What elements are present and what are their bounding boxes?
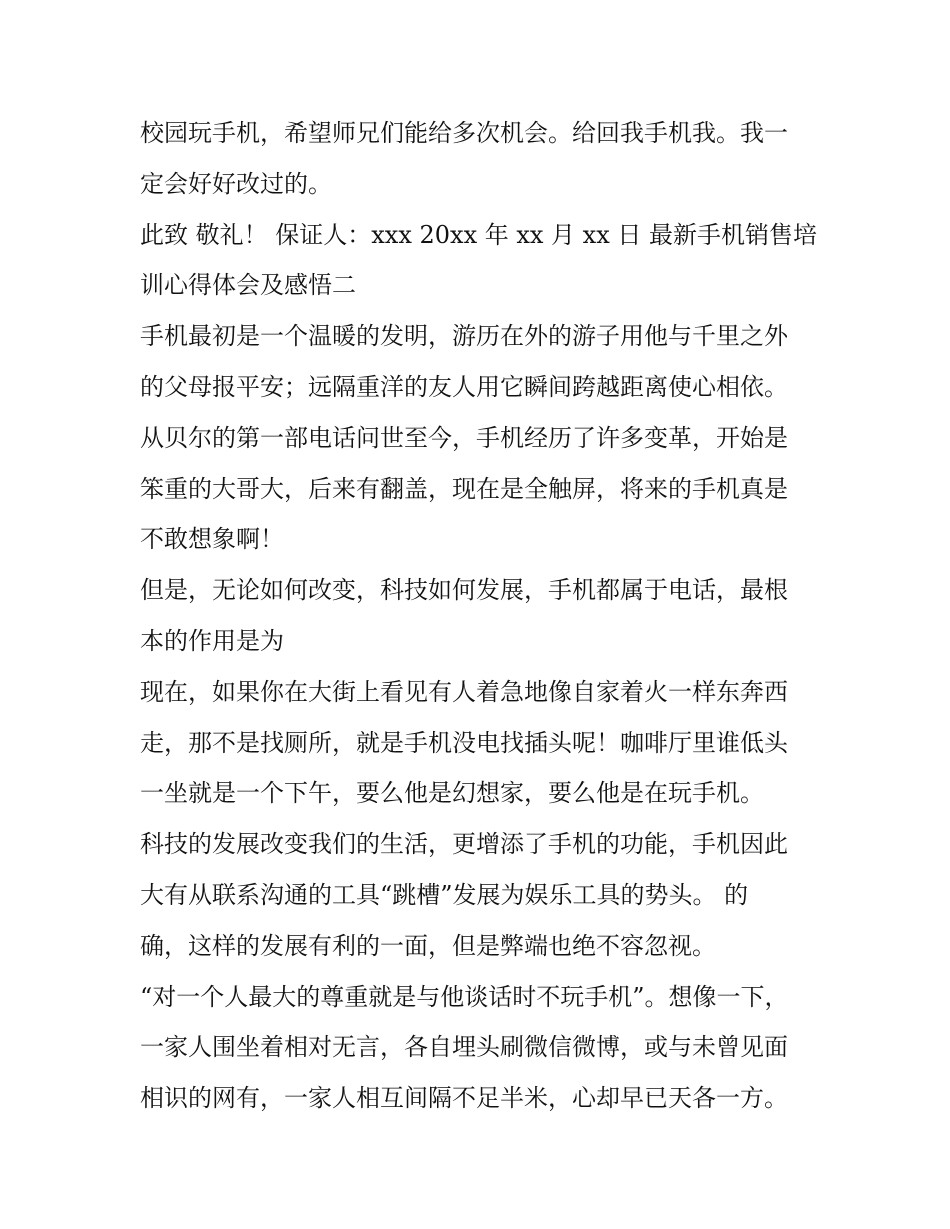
text-line: 从贝尔的第一部电话问世至今，手机经历了许多变革，开始是	[140, 423, 788, 452]
text-line: 手机最初是一个温暖的发明，游历在外的游子用他与千里之外	[140, 322, 788, 351]
text-line: 科技的发展改变我们的生活，更增添了手机的功能，手机因此	[140, 830, 788, 859]
text-line: 一家人围坐着相对无言，各自埋头刷微信微博，或与未曾见面	[140, 1033, 788, 1062]
text-line: 定会好好改过的。	[140, 169, 332, 198]
text-line: 走，那不是找厕所，就是手机没电找插头呢！咖啡厅里谁低头	[140, 728, 788, 757]
text-line: 现在，如果你在大街上看见有人着急地像自家着火一样东奔西	[140, 677, 788, 706]
text-line: 但是，无论如何改变，科技如何发展，手机都属于电话，最根	[140, 576, 788, 605]
text-line: 相识的网有，一家人相互间隔不足半米，心却早已天各一方。	[140, 1084, 788, 1113]
text-line: 校园玩手机，希望师兄们能给多次机会。给回我手机我。我一	[140, 119, 788, 147]
text-line: 不敢想象啊！	[140, 525, 284, 554]
text-line: “对一个人最大的尊重就是与他谈话时不玩手机”。想像一下，	[140, 982, 789, 1011]
text-line: 此致 敬礼！ 保证人：xxx 20xx 年 xx 月 xx 日 最新手机销售培	[140, 220, 818, 249]
text-line: 本的作用是为	[140, 626, 284, 655]
text-line: 确，这样的发展有利的一面，但是弊端也绝不容忽视。	[140, 931, 716, 960]
text-line: 一坐就是一个下午，要么他是幻想家，要么他是在玩手机。	[140, 779, 764, 808]
text-line: 笨重的大哥大，后来有翻盖，现在是全触屏，将来的手机真是	[140, 474, 788, 503]
body-text	[140, 108, 820, 1124]
text-line: 的父母报平安；远隔重洋的友人用它瞬间跨越距离使心相依。	[140, 372, 788, 401]
text-line: 训心得体会及感悟二	[140, 271, 356, 300]
text-line: 大有从联系沟通的工具“跳槽”发展为娱乐工具的势头。 的	[140, 880, 749, 909]
